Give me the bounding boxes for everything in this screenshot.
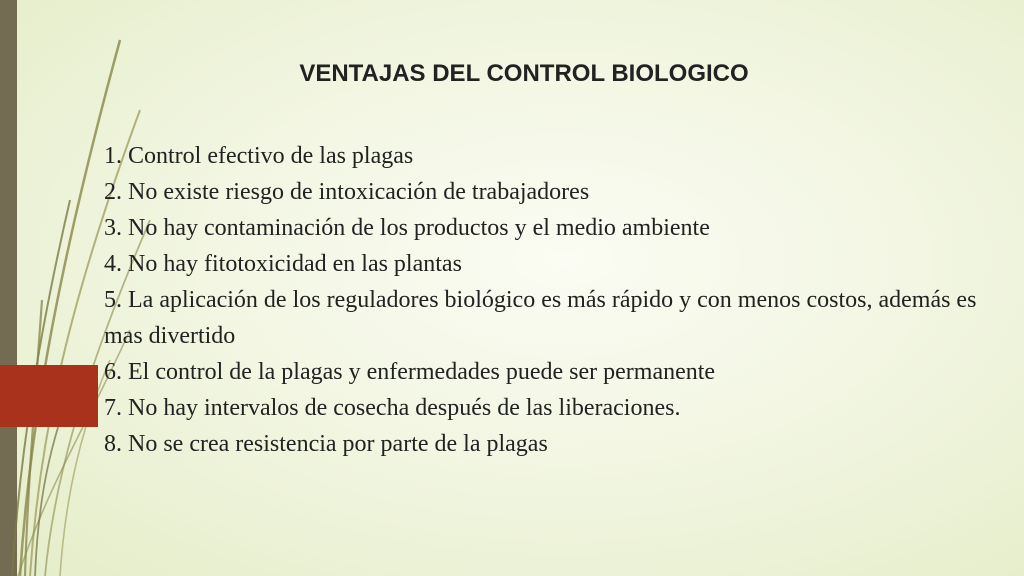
list-item: 6. El control de la plagas y enfermedades puede ser permanente [104,359,716,385]
list-item: 1. Control efectivo de las plagas [104,143,414,169]
list-item: 5. La aplicación de los reguladores biológico es más rápido y con menos costos, además es mas divertido [104,287,977,349]
slide-title: VENTAJAS DEL CONTROL BIOLOGICO [299,60,749,87]
advantages-list [104,138,984,462]
list-item: 7. No hay intervalos de cosecha después de las liberaciones. [104,395,681,421]
list-item: 2. No existe riesgo de intoxicación de trabajadores [104,179,590,205]
slide-content [104,56,984,462]
accent-tab [0,365,98,427]
list-item: 3. No hay contaminación de los productos y el medio ambiente [104,215,710,241]
list-item: 4. No hay fitotoxicidad en las plantas [104,251,462,277]
list-item: 8. No se crea resistencia por parte de la plagas [104,431,548,457]
